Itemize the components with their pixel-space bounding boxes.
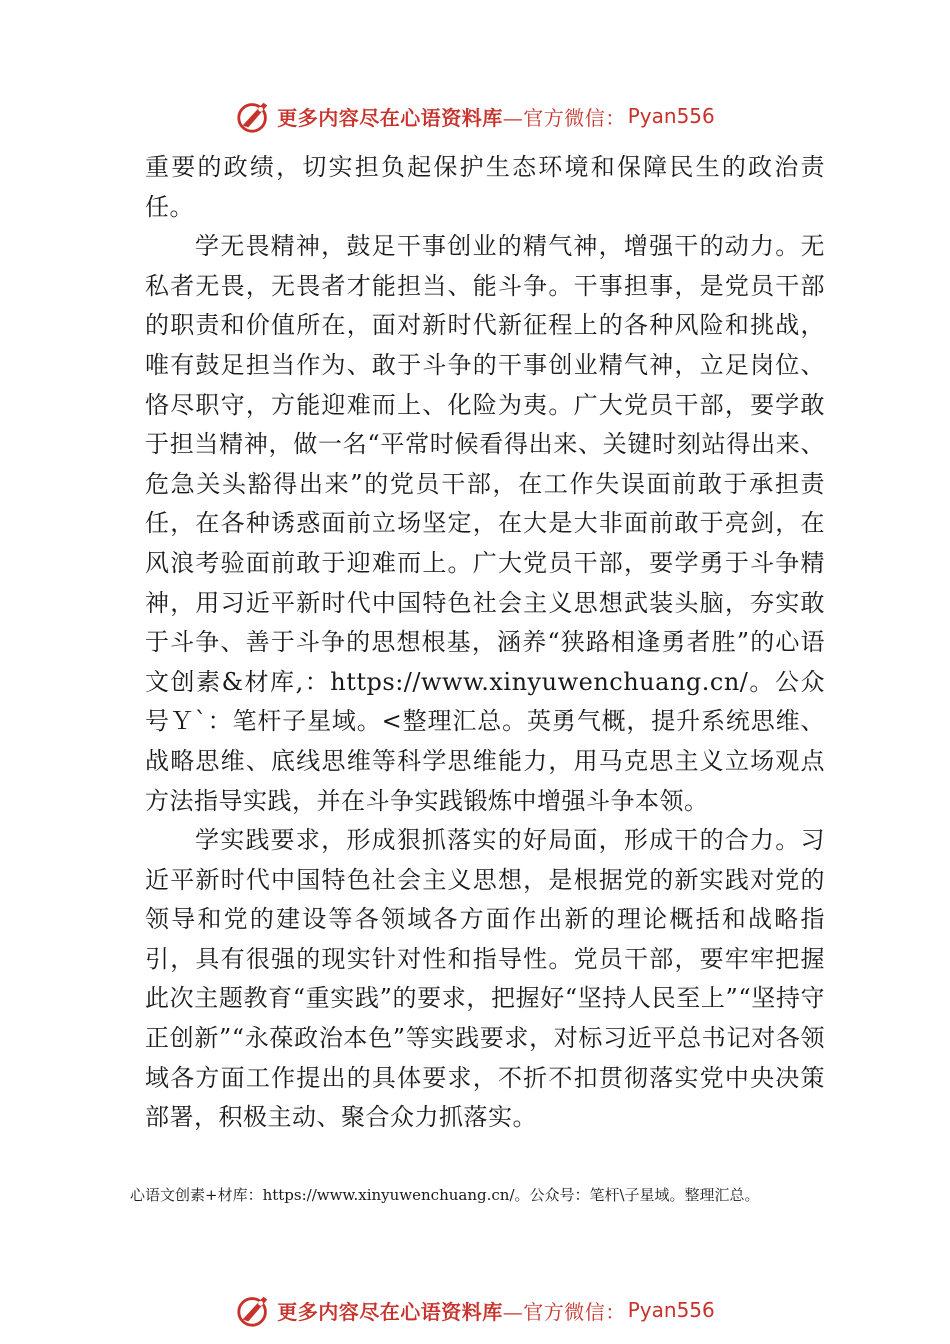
banner-brand-text: 更多内容尽在心语资料库 (277, 105, 503, 130)
paragraph-3: 学实践要求，形成狠抓落实的好局面，形成干的合力。习近平新时代中国特色社会主义思想，是根据党的新实践对党的领导和党的建设等各领域各方面作出新的理论概括和战略指引，具有很强的现实针对性和指导性。党员干部，要牢牢把握此次主题教育“重实践”的要求，把握好“坚持人民至上”“坚持守正创新”“永葆政治本色”等实践要求，对标习近平总书记对各领域各方面工作提出的具体要求，不折不扣贯彻落实党中央决策部署，积极主动、聚合众力抓落实。 (145, 826, 825, 1132)
quill-seal-icon (235, 97, 273, 135)
banner-wechat-id: Pyan556 (627, 104, 715, 128)
header-banner (0, 96, 950, 136)
quill-seal-icon (235, 1291, 273, 1329)
footnote: 心语文创素+材库：https://www.xinyuwenchuang.cn/。公众号：笔杆\子星域。整理汇总。 (130, 1186, 760, 1204)
paragraph-1: 重要的政绩，切实担负起保护生态环境和保障民生的政治责任。 (145, 153, 825, 221)
banner-wechat-id: Pyan556 (627, 1298, 715, 1322)
banner-brand-text: 更多内容尽在心语资料库 (277, 1299, 503, 1324)
paragraph-2: 学无畏精神，鼓足干事创业的精气神，增强干的动力。无私者无畏，无畏者才能担当、能斗争。干事担事，是党员干部的职责和价值所在，面对新时代新征程上的各种风险和挑战，唯有鼓足担当作为、敢于斗争的干事创业精气神，立足岗位、恪尽职守，方能迎难而上、化险为夷。广大党员干部，要学敢于担当精神，做一名“平常时候看得出来、关键时刻站得出来、危急关头豁得出来”的党员干部，在工作失误面前敢于承担责任，在各种诱惑面前立场坚定，在大是大非面前敢于亮剑，在风浪考验面前敢于迎难而上。广大党员干部，要学勇于斗争精神，用习近平新时代中国特色社会主义思想武装头脑，夯实敢于斗争、善于斗争的思想根基，涵养“狭路相逢勇者胜”的心语文创素&材库,：https://www.xinyuwenchuang.cn/。公众号Ｙ`：笔杆子星域。<整理汇总。英勇气概，提升系统思维、战略思维、底线思维等科学思维能力，用马克思主义立场观点方法指导实践，并在斗争实践锻炼中增强斗争本领。 (145, 232, 825, 815)
document-body (145, 148, 825, 1138)
footer-banner (0, 1290, 950, 1330)
banner-wechat-label: —官方微信： (502, 105, 626, 130)
banner-wechat-label: —官方微信： (502, 1299, 626, 1324)
